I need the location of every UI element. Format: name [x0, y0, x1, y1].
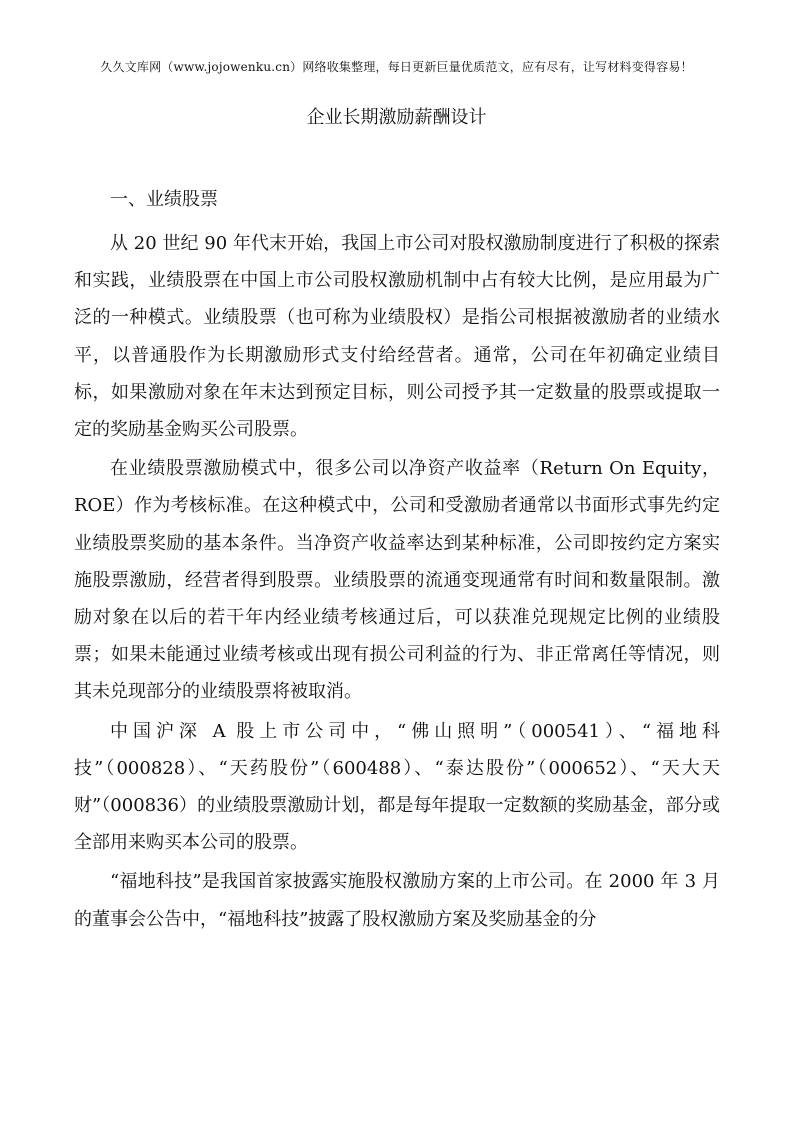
page-title: 企业长期激励薪酬设计 — [306, 107, 487, 128]
body-text — [74, 225, 720, 940]
paragraph: 中国沪深 A 股上市公司中，“佛山照明”（000541）、“福地科技”（000828）、“天药股份”（600488）、“泰达股份”（000652）、“天大天财”（000836）的业绩股票激励计划，都是每年提取一定数额的奖励基金，部分或全部用来购买本公司的股票。 — [74, 720, 720, 854]
header-note: 久久文库网（www.jojowenku.cn）网络收集整理，每日更新巨量优质范文，应有尽有，让写材料变得容易！ — [100, 60, 693, 74]
section-heading: 一、业绩股票 — [110, 189, 218, 210]
paragraph: 在业绩股票激励模式中，很多公司以净资产收益率（Return On Equity，ROE）作为考核标准。在这种模式中，公司和受激励者通常以书面形式事先约定业绩股票奖励的基本条件。当净资产收益率达到某种标准，公司即按约定方案实施股票激励，经营者得到股票。业绩股票的流通变现通常有时间和数量限制。激励对象在以后的若干年内经业绩考核通过后，可以获准兑现规定比例的业绩股票；如果未能通过业绩考核或出现有损公司利益的行为、非正常离任等情况，则其未兑现部分的业绩股票将被取消。 — [74, 458, 720, 703]
paragraph: 从 20 世纪 90 年代末开始，我国上市公司对股权激励制度进行了积极的探索和实践，业绩股票在中国上市公司股权激励机制中占有较大比例，是应用最为广泛的一种模式。业绩股票（也可称为业绩股权）是指公司根据被激励者的业绩水平，以普通股作为长期激励形式支付给经营者。通常，公司在年初确定业绩目标，如果激励对象在年末达到预定目标，则公司授予其一定数量的股票或提取一定的奖励基金购买公司股票。 — [74, 233, 720, 441]
paragraph: “福地科技”是我国首家披露实施股权激励方案的上市公司。在 2000 年 3 月的董事会公告中，“福地科技”披露了股权激励方案及奖励基金的分 — [74, 871, 720, 930]
